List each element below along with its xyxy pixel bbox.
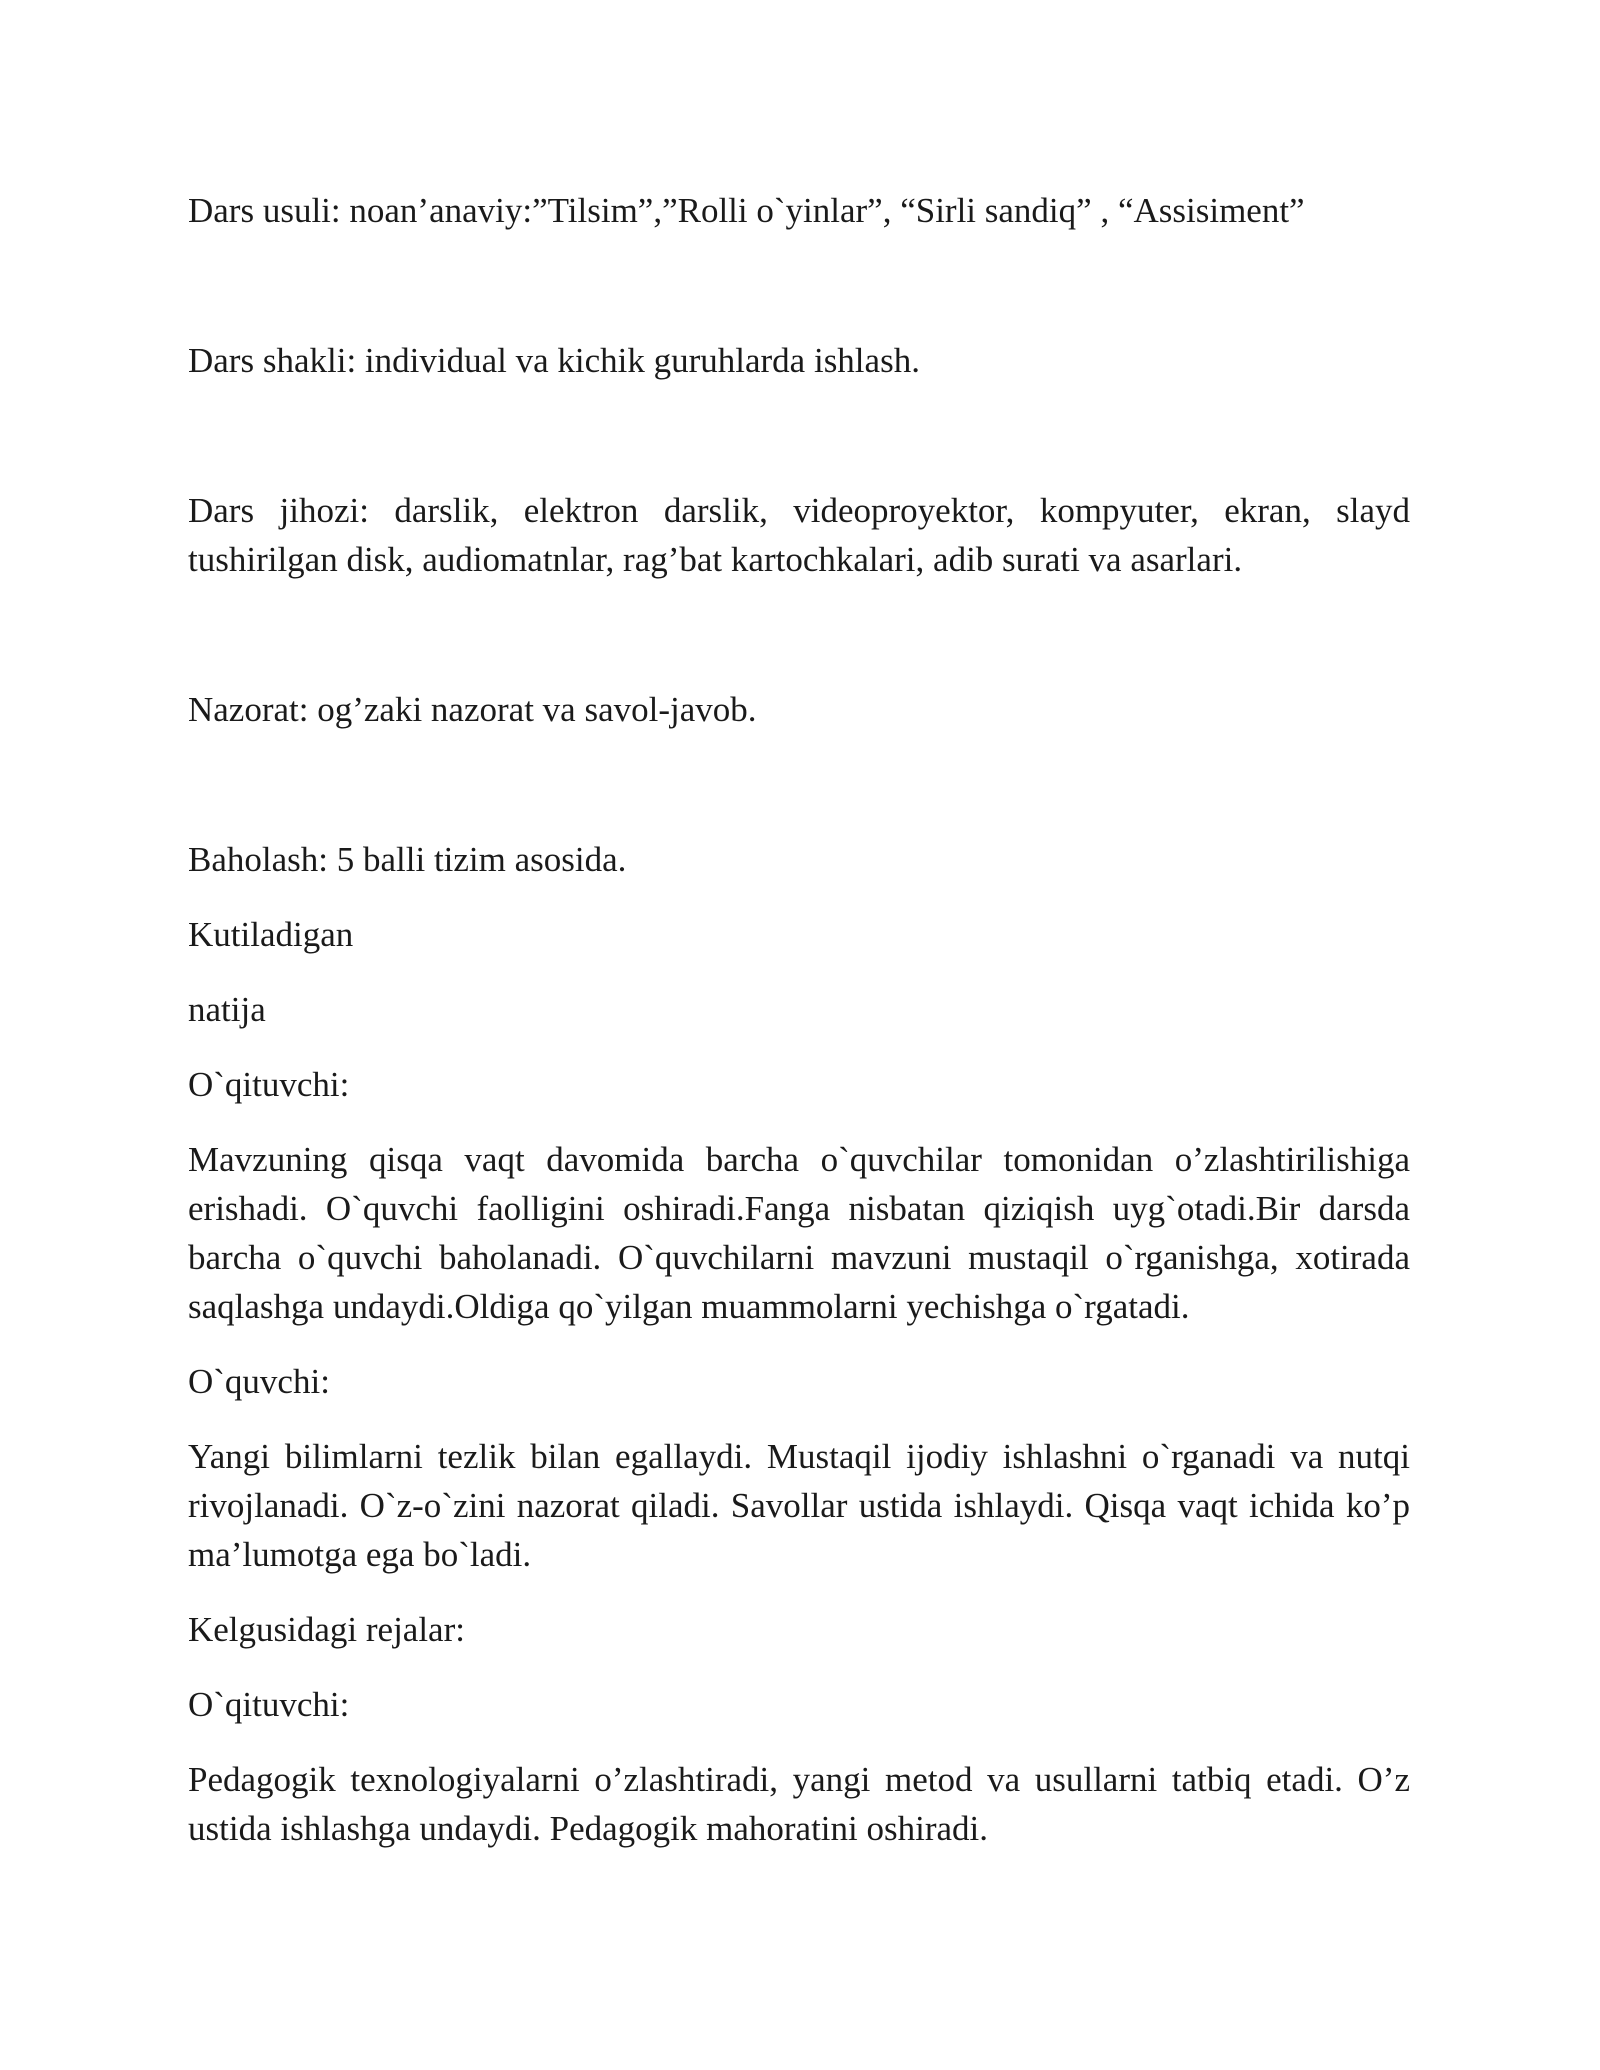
teacher-expected-paragraph: Mavzuning qisqa vaqt davomida barcha o`quvchilar tomonidan o’zlashtirilishiga erishadi. O`quvchi faolligini oshiradi.Fanga nisbatan qiziqish uyg`otadi.Bir darsda barcha o`quvchi baholanadi. O`quvchilarni mavzuni mustaqil o`rganishga, xotirada saqlashga undaydi.Oldiga qo`yilgan muammolarni yechishga o`rgatadi. [188, 1140, 1410, 1326]
teacher-label-plans: O`qituvchi: [188, 1685, 350, 1724]
lesson-equipment: Dars jihozi: darslik, elektron darslik, videoproyektor, kompyuter, ekran, slayd tushirilgan disk, audiomatnlar, rag’bat kartochkalari, adib surati va asarlari. [188, 491, 1410, 579]
expected-heading-line2: natija [188, 990, 266, 1029]
expected-heading-line1: Kutiladigan [188, 915, 354, 954]
future-plans-heading: Kelgusidagi rejalar: [188, 1610, 465, 1649]
lesson-assessment: Baholash: 5 balli tizim asosida. [188, 840, 627, 879]
student-label: O`quvchi: [188, 1362, 330, 1401]
lesson-control: Nazorat: og’zaki nazorat va savol-javob. [188, 690, 757, 729]
student-expected-paragraph: Yangi bilimlarni tezlik bilan egallaydi. Mustaqil ijodiy ishlashni o`rganadi va nutqi rivojlanadi. O`z-o`zini nazorat qiladi. Savollar ustida ishlaydi. Qisqa vaqt ichida ko’p ma’lumotga ega bo`ladi. [188, 1437, 1410, 1574]
teacher-plans-paragraph: Pedagogik texnologiyalarni o’zlashtiradi, yangi metod va usullarni tatbiq etadi. O’z ustida ishlashga undaydi. Pedagogik mahoratini oshiradi. [188, 1760, 1410, 1848]
lesson-form: Dars shakli: individual va kichik guruhlarda ishlash. [188, 341, 920, 380]
teacher-label: O`qituvchi: [188, 1065, 350, 1104]
document-body [188, 186, 1410, 1853]
lesson-method: Dars usuli: noan’anaviy:”Tilsim”,”Rolli o`yinlar”, “Sirli sandiq” , “Assisiment” [188, 191, 1305, 230]
